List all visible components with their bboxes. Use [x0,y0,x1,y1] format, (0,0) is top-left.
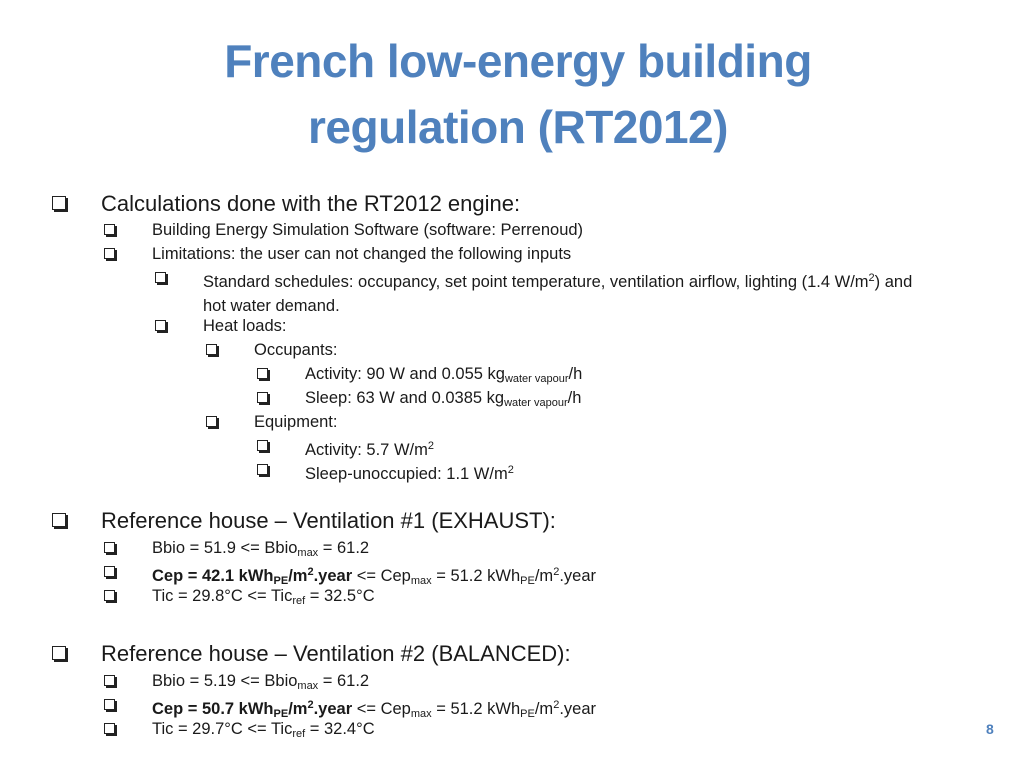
checkbox-bullet-icon [104,723,115,734]
bullet-equipment-sleep [257,458,514,486]
bullet-text: Standard schedules: occupancy, set point temperature, ventilation airflow, lighting (1.4 $W/m^2$) and hot water demand. [203,272,913,315]
bullet-text: Bbio = 51.9 <= Bbio$_{max}$ = 61.2 [152,539,370,559]
bullet-heat-loads [155,314,286,338]
checkbox-bullet-icon [104,566,115,577]
checkbox-bullet-icon [155,320,166,331]
bullet-text: Equipment: [254,413,338,431]
bullet-limitations [104,242,571,266]
bullet-equipment [206,410,337,434]
checkbox-bullet-icon [257,440,268,451]
slide-title [150,28,886,160]
page-number: 8 [986,721,994,737]
bullet-balanced-tic [104,717,375,746]
bullet-text: Reference house – Ventilation #1 (EXHAUST): [101,508,556,533]
checkbox-bullet-icon [104,542,115,553]
bullet-text: Sleep: 63 W and 0.0385 $kg_{water vapour}/h$ [305,389,582,409]
bullet-text: Heat loads: [203,317,287,335]
checkbox-bullet-icon [52,196,66,210]
bullet-text: Activity: 90 W and 0.055 $kg_{water vapour}/h$ [305,365,583,385]
checkbox-bullet-icon [52,646,66,660]
bullet-text: Calculations done with the RT2012 engine: [101,191,521,216]
checkbox-bullet-icon [104,699,115,710]
title-line-2: regulation (RT2012) [308,101,728,153]
checkbox-bullet-icon [155,272,166,283]
bullet-text: Reference house – Ventilation #2 (BALANCED): [101,641,571,666]
bullet-reference-exhaust [52,507,556,535]
bullet-exhaust-tic [104,584,375,613]
bullet-text: Tic = 29.8°C <= Tic$_{ref}$ = 32.5°C [152,587,375,607]
bullet-text: Cep = 42.1 $kWh_{PE}/m^2.year <= Cep_{max} = 51.2$ $kWh_{PE}/m^2.year$ [152,566,596,587]
checkbox-bullet-icon [104,675,115,686]
bullet-text: Tic = 29.7°C <= Tic$_{ref}$ = 32.4°C [152,720,375,740]
bullet-standard-schedules [155,266,923,318]
checkbox-bullet-icon [104,590,115,601]
bullet-text: Bbio = 5.19 <= Bbio$_{max}$ = 61.2 [152,672,370,692]
bullet-text: Sleep-unoccupied: 1.1 $W/m^2$ [305,464,514,483]
bullet-software [104,218,583,242]
checkbox-bullet-icon [104,224,115,235]
bullet-reference-balanced [52,640,571,668]
bullet-occupants [206,338,337,362]
bullet-text: Building Energy Simulation Software (software: Perrenoud) [152,221,584,239]
title-line-1: French low-energy building [224,35,812,87]
checkbox-bullet-icon [104,248,115,259]
checkbox-bullet-icon [206,344,217,355]
bullet-text: Limitations: the user can not changed the following inputs [152,245,572,263]
checkbox-bullet-icon [52,513,66,527]
checkbox-bullet-icon [257,464,268,475]
checkbox-bullet-icon [257,368,268,379]
checkbox-bullet-icon [257,392,268,403]
bullet-text: Cep = 50.7 $kWh_{PE}/m^2.year <= Cep_{max} = 51.2$ $kWh_{PE}/m^2.year$ [152,699,596,720]
bullet-text: Activity: 5.7 $W/m^2$ [305,440,434,459]
bullet-text: Occupants: [254,341,338,359]
bullet-calculations [52,190,520,218]
checkbox-bullet-icon [206,416,217,427]
